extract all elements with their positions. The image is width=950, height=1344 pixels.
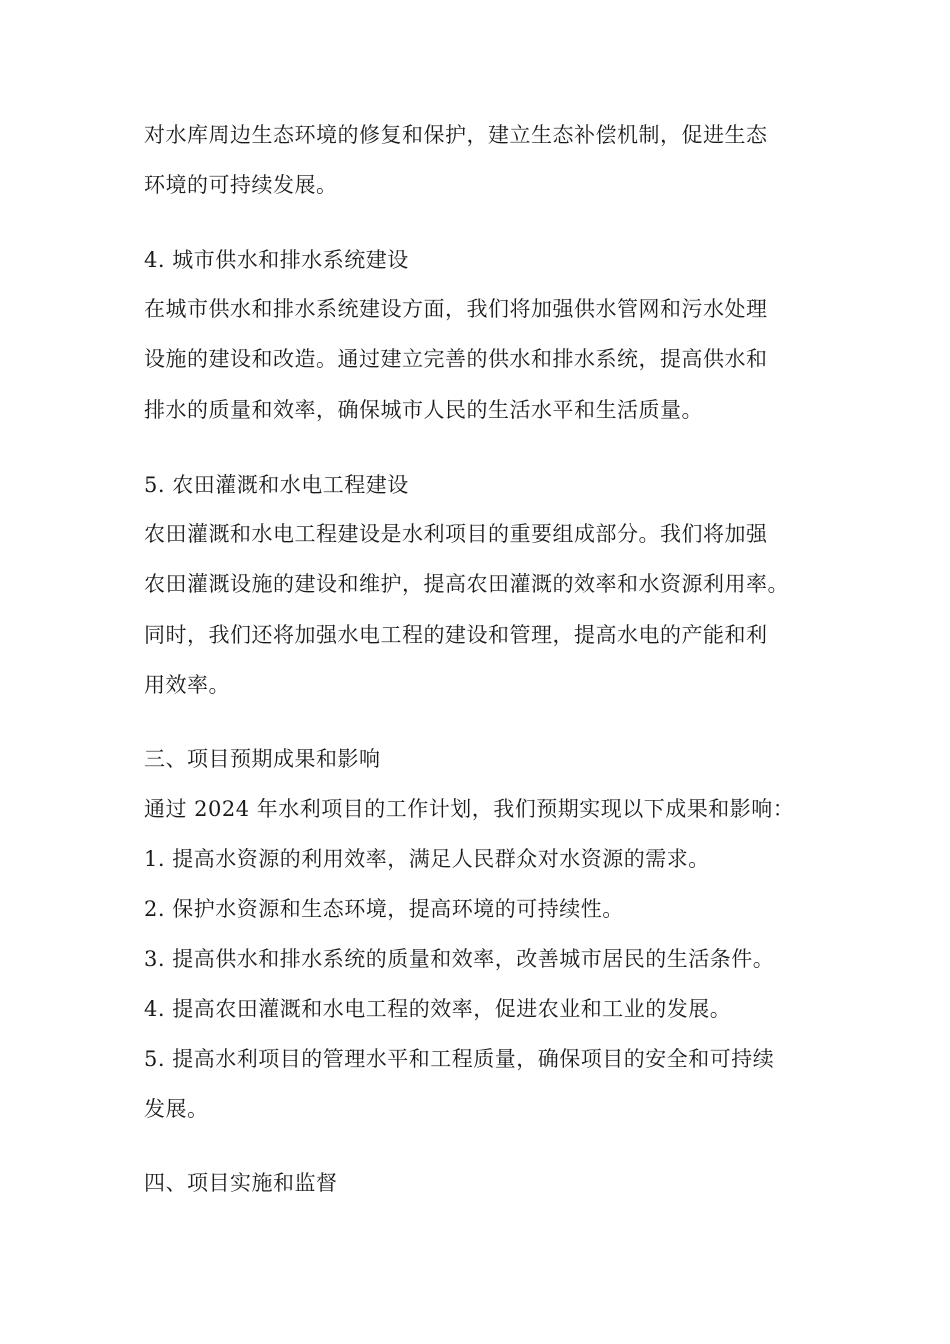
section-heading: 4. 城市供水和排水系统建设 <box>144 248 409 272</box>
paragraph-line: 环境的可持续发展。 <box>144 173 338 197</box>
list-item: 3. 提高供水和排水系统的质量和效率，改善城市居民的生活条件。 <box>144 947 775 971</box>
paragraph-line: 通过 2024 年水利项目的工作计划，我们预期实现以下成果和影响： <box>144 797 795 821</box>
list-item-continuation: 发展。 <box>144 1097 209 1121</box>
list-item: 5. 提高水利项目的管理水平和工程质量，确保项目的安全和可持续 <box>144 1047 775 1071</box>
paragraph-line: 在城市供水和排水系统建设方面，我们将加强供水管网和污水处理 <box>144 297 768 321</box>
paragraph-line: 设施的建设和改造。通过建立完善的供水和排水系统，提高供水和 <box>144 347 768 371</box>
chapter-heading: 三、项目预期成果和影响 <box>144 747 381 771</box>
list-item: 2. 保护水资源和生态环境，提高环境的可持续性。 <box>144 897 624 921</box>
list-item: 1. 提高水资源的利用效率，满足人民群众对水资源的需求。 <box>144 847 710 871</box>
section-heading: 5. 农田灌溉和水电工程建设 <box>144 473 409 497</box>
list-item: 4. 提高农田灌溉和水电工程的效率，促进农业和工业的发展。 <box>144 997 732 1021</box>
paragraph-line: 对水库周边生态环境的修复和保护，建立生态补偿机制，促进生态 <box>144 123 768 147</box>
paragraph-line: 农田灌溉设施的建设和维护，提高农田灌溉的效率和水资源利用率。 <box>144 572 789 596</box>
paragraph-line: 排水的质量和效率，确保城市人民的生活水平和生活质量。 <box>144 398 703 422</box>
paragraph-line: 同时，我们还将加强水电工程的建设和管理，提高水电的产能和利 <box>144 623 768 647</box>
paragraph-line: 用效率。 <box>144 673 230 697</box>
paragraph-line: 农田灌溉和水电工程建设是水利项目的重要组成部分。我们将加强 <box>144 522 768 546</box>
chapter-heading: 四、项目实施和监督 <box>144 1171 338 1195</box>
